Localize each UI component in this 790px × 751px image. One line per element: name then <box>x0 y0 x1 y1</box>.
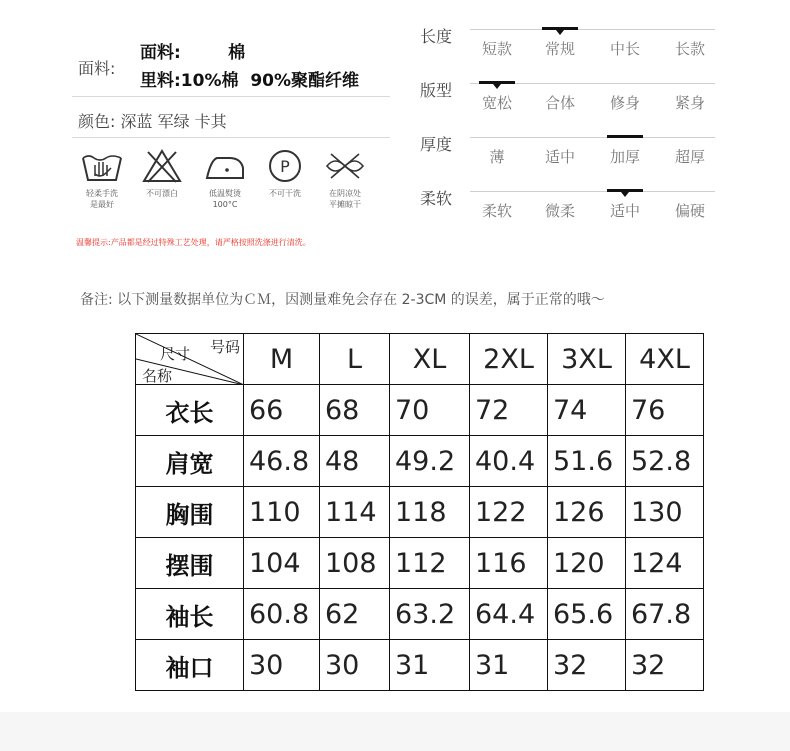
table-cell: 48 <box>320 436 390 487</box>
table-cell: 110 <box>244 487 320 538</box>
divider <box>72 137 390 138</box>
table-row <box>136 640 704 691</box>
size-column-header: 4XL <box>626 334 704 385</box>
table-cell: 116 <box>470 538 548 589</box>
table-cell: 72 <box>470 385 548 436</box>
attribute-option: 加厚 <box>609 148 640 166</box>
table-cell: 70 <box>390 385 470 436</box>
table-cell: 122 <box>470 487 548 538</box>
attribute-option: 合体 <box>544 94 575 112</box>
row-header: 摆围 <box>136 538 244 589</box>
care-item <box>255 148 315 199</box>
attribute-option: 紧身 <box>674 94 705 112</box>
corner-size-label: 号码 <box>209 338 240 356</box>
care-label: 低温熨烫 <box>209 189 241 198</box>
table-cell: 120 <box>548 538 626 589</box>
table-cell: 68 <box>320 385 390 436</box>
care-item <box>195 148 255 210</box>
table-cell: 31 <box>470 640 548 691</box>
attribute-option: 修身 <box>609 94 640 112</box>
attribute-scale-line <box>470 29 715 30</box>
table-row <box>136 436 704 487</box>
care-label: 不可干洗 <box>269 189 301 198</box>
care-label: 轻柔手洗 <box>86 189 118 198</box>
hand-wash-icon <box>80 148 124 184</box>
attribute-option: 常规 <box>544 40 575 58</box>
fabric-outer: 面料: 棉 <box>140 43 246 63</box>
row-header: 袖长 <box>136 589 244 640</box>
attribute-option: 超厚 <box>674 148 705 166</box>
attribute-option: 薄 <box>489 148 505 166</box>
table-cell: 126 <box>548 487 626 538</box>
table-cell: 104 <box>244 538 320 589</box>
size-column-header: 3XL <box>548 334 626 385</box>
attribute-scale-line <box>470 191 715 192</box>
table-cell: 130 <box>626 487 704 538</box>
selected-marker-pointer <box>621 192 629 197</box>
no-bleach-icon <box>140 148 184 184</box>
table-cell: 51.6 <box>548 436 626 487</box>
table-cell: 63.2 <box>390 589 470 640</box>
corner-name-label: 名称 <box>142 367 173 385</box>
no-dry-clean-icon <box>263 148 307 184</box>
row-header: 衣长 <box>136 385 244 436</box>
table-cell: 62 <box>320 589 390 640</box>
table-cell: 52.8 <box>626 436 704 487</box>
attribute-label: 版型 <box>420 81 453 100</box>
attribute-option: 宽松 <box>481 94 512 112</box>
table-cell: 124 <box>626 538 704 589</box>
table-cell: 46.8 <box>244 436 320 487</box>
attribute-option: 中长 <box>609 40 640 58</box>
table-header-row <box>136 334 704 385</box>
size-column-header: M <box>244 334 320 385</box>
size-column-header: XL <box>390 334 470 385</box>
table-cell: 32 <box>626 640 704 691</box>
attribute-label: 厚度 <box>420 135 453 154</box>
low-iron-icon <box>203 148 247 184</box>
table-cell: 118 <box>390 487 470 538</box>
table-cell: 76 <box>626 385 704 436</box>
table-cell: 67.8 <box>626 589 704 640</box>
size-column-header: 2XL <box>470 334 548 385</box>
care-label: 100°C <box>212 200 238 209</box>
bottom-band <box>0 712 790 751</box>
table-cell: 30 <box>244 640 320 691</box>
table-cell: 112 <box>390 538 470 589</box>
attribute-option: 短款 <box>481 40 512 58</box>
care-label: 在阴凉处 <box>329 189 361 198</box>
dry-flat-shade-icon <box>323 148 367 184</box>
attribute-option: 微柔 <box>544 202 575 220</box>
care-label: 是最好 <box>90 200 114 209</box>
table-cell: 40.4 <box>470 436 548 487</box>
row-header: 袖口 <box>136 640 244 691</box>
table-cell: 49.2 <box>390 436 470 487</box>
dry-clean-letter: P <box>280 157 290 176</box>
size-table <box>135 333 704 691</box>
attribute-option: 偏硬 <box>674 202 705 220</box>
table-cell: 30 <box>320 640 390 691</box>
care-label: 平摊晾干 <box>329 200 361 209</box>
table-corner <box>136 334 244 385</box>
table-cell: 64.4 <box>470 589 548 640</box>
fabric-label: 面料: <box>78 59 116 78</box>
table-cell: 114 <box>320 487 390 538</box>
table-cell: 60.8 <box>244 589 320 640</box>
selected-marker-pointer <box>556 30 564 35</box>
table-row <box>136 589 704 640</box>
care-item <box>315 148 375 210</box>
row-header: 胸围 <box>136 487 244 538</box>
attribute-option: 柔软 <box>481 202 512 220</box>
table-cell: 108 <box>320 538 390 589</box>
attribute-option: 适中 <box>544 148 575 166</box>
care-warning: 温馨提示:产品都是经过特殊工艺处理，请严格按照洗涤进行清洗。 <box>76 238 311 247</box>
care-item <box>72 148 132 210</box>
selected-marker <box>607 135 643 138</box>
color-options: 颜色: 深蓝 军绿 卡其 <box>78 112 227 131</box>
care-item <box>132 148 192 199</box>
attribute-scale-line <box>470 137 715 138</box>
attribute-label: 柔软 <box>420 189 453 208</box>
row-header: 肩宽 <box>136 436 244 487</box>
attribute-label: 长度 <box>420 27 453 46</box>
size-column-header: L <box>320 334 390 385</box>
table-row <box>136 487 704 538</box>
divider <box>72 96 390 97</box>
table-row <box>136 385 704 436</box>
table-cell: 66 <box>244 385 320 436</box>
care-label: 不可漂白 <box>146 189 178 198</box>
attribute-option: 长款 <box>674 40 705 58</box>
corner-dim-label: 尺寸 <box>160 345 191 363</box>
table-cell: 74 <box>548 385 626 436</box>
table-cell: 31 <box>390 640 470 691</box>
selected-marker-pointer <box>493 84 501 89</box>
table-row <box>136 538 704 589</box>
fabric-lining: 里料:10%棉 90%聚酯纤维 <box>140 71 360 91</box>
table-cell: 65.6 <box>548 589 626 640</box>
table-cell: 32 <box>548 640 626 691</box>
attribute-option: 适中 <box>609 202 640 220</box>
measurement-note: 备注: 以下测量数据单位为ＣＭ，因测量难免会存在 2-3CM 的误差，属于正常的哦～ <box>80 292 605 308</box>
